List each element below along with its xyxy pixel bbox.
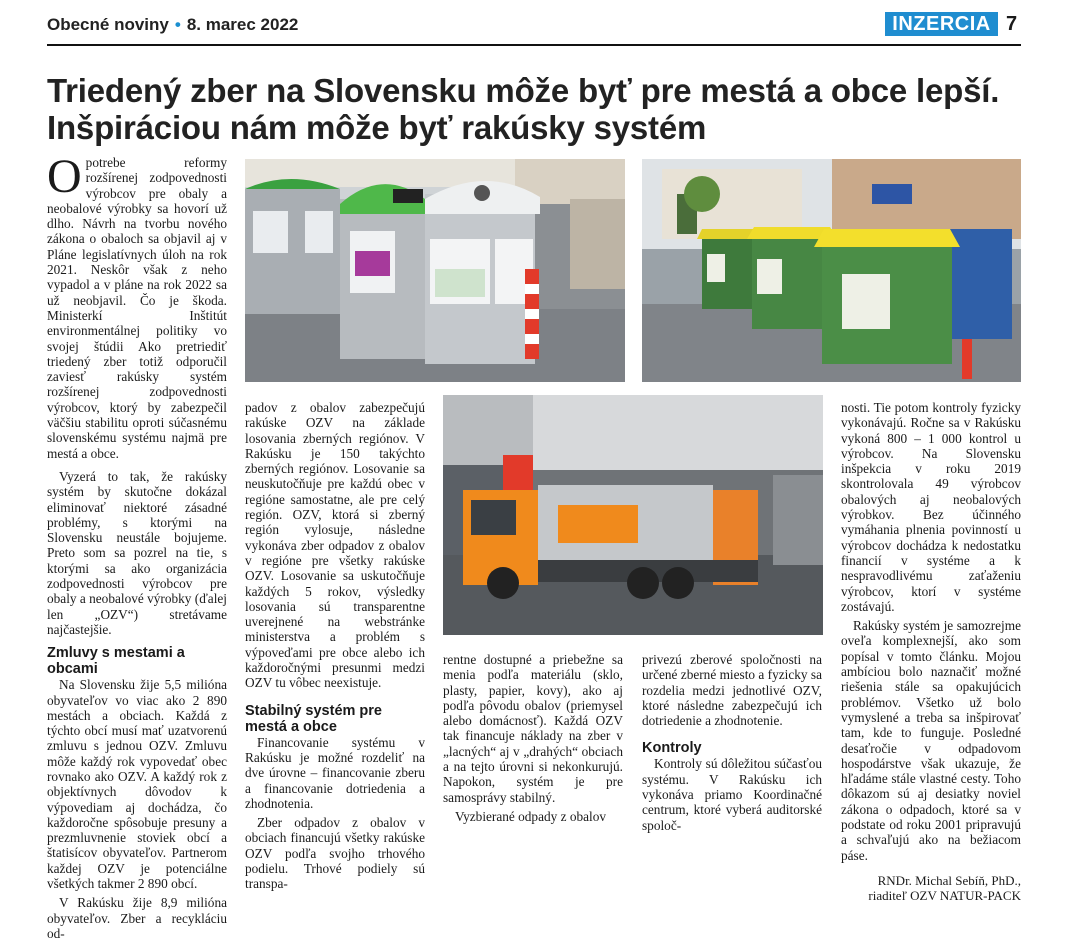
paragraph: rentne dostupné a priebežne sa menia podľa materiálu (sklo, plasty, papier, kovy), ako aj podľa pôvodu obalov (priemysel alebo domácnosť). Každá OZV tak financuje náklady na zber v „lacných“ aj v „drahých“ obciach a na tejto úrovni si nekonkurujú. Napokon, systém je pre samosprávy stabilný. [443,652,623,805]
paragraph: Vyzerá to tak, že rakúsky systém by skutočne dokázal eliminovať niektoré zásadné problémy, s ktorými na Slovensku neustále bojujeme. Preto som sa pozrel na tie, s ktorými sa ako organizácia zodpovednosti výrobcov pre obaly a neobalové výrobky (ďalej len „OZV“) stretávame najčastejšie. [47,468,227,637]
subheading-contracts: Zmluvy s mestami a obcami [47,645,185,678]
drop-cap: O [47,150,82,203]
subheading-inspections: Kontroly [642,740,702,757]
paragraph: Vyzbierané odpady z obalov [455,808,607,824]
header-rule [47,44,1021,46]
paragraph: Kontroly sú dôležitou súčasťou systému. V Rakúsku ich vykonáva priamo Koordinačné centrum, ktoré vyberá auditorské spoloč- [642,756,822,833]
paragraph: V Rakúsku žije 8,9 milióna obyvateľov. Zber a recykláciu od- [47,895,227,941]
paragraph: Rakúsky systém je samozrejme oveľa komplexnejší, ako som popísal v tomto článku. Mojou ambíciou bolo naznačiť možné riešenia stále sa opakujúcich problémov. Všetko už bolo vymyslené a treba sa inšpirovať tam, kde to funguje. Posledné desaťročie v odpadovom hospodárstve však ukazuje, že hľadáme stále vlastné cesty. Toho dôkazom sú aj desiatky noviel zákona o odpadoch, ktoré sa v podstate od roku 2001 pripravujú a schvaľujú ako na bežiacom páse. [841,618,1021,863]
author-name: RNDr. Michal Sebíň, PhD., [877,872,1021,888]
author-role: riaditeľ OZV NATUR-PACK [868,887,1021,903]
paragraph-intro [47,150,227,461]
article-column-4 [642,652,822,833]
page-number: 7 [1006,13,1018,35]
paragraph: Financovanie systému v Rakúsku je možné rozdeliť na dve úrovne – financovanie zberu a financovanie dotriedenia a zhodnotenia. [245,734,425,811]
paragraph: nosti. Tie potom kontroly fyzicky vykonávajú. Ročne sa v Rakúsku vykoná 800 – 1 000 kontrol u výrobcov. Na Slovensku inšpekcia v roku 2019 skontrolovala 49 výrobcov obalových aj neobalových výrobkov. Bez účinného vymáhania plnenia povinností u výrobcov dochádza k nedostatku financií v systéme a k nespravodlivému zaťaženiu výrobcov, ktorí v systéme zostávajú. [841,400,1021,614]
photo-sorting-bins [245,159,625,382]
article-column-2 [245,400,425,892]
article-headline: Triedený zber na Slovensku môže byť pre mestá a obce lepší. Inšpiráciou nám môže byť rakúsky systém [47,72,1000,146]
paragraph-text: potrebe reformy rozšírenej zodpovednosti výrobcov pre obaly a neobalové výrobky sa hovorí už dlho. Návrh na tvorbu nového zákona o obaloch sa objavil aj v Pláne legislatívnych úloh na rok 2021. Neskôr však z neho vypadol a v pláne na rok 2022 sa už neobjavil. Čo je škoda. Ministerkí Inštitút environmentálnej politiky vo svojej štúdii Ako pretriediť triedený zber totiž odporučil zaviesť rakúsky systém rozšírenej zodpovednosti výrobcov, ktorý by zabezpečil väčšiu stabilitu oproti súčasnému slovenskému systému najmä pre mestá a obce. [47,155,227,461]
photo-garbage-truck [443,395,823,635]
paragraph: Na Slovensku žije 5,5 milióna obyvateľov vo viac ako 2 890 mestách a obciach. Každá z týchto obcí musí mať uzatvorenú zmluvu s jednou OZV. Zmluvu môže každý rok vypovedať obec rovnako ako OZV. A každý rok z objektívnych dôvodov k výpovediam aj dochádza, čo každoročne spôsobuje presuny a prezmluvnenie stoviek obcí a štatisícov obyvateľov. Partnerom každej OZV je potenciálne všetkých takmer 2 890 obcí. [47,677,227,892]
photo-street-containers [642,159,1021,382]
subheading-stable-system: Stabilný systém pre mestá a obce [245,702,382,735]
paragraph: privezú zberové spoločnosti na určené zberné miesto a fyzicky sa rozdelia medzi jednotlivé OZV, ktoré následne zabezpečujú ich dotriedenie a zhodnotenie. [642,652,822,729]
paragraph: Zber odpadov z obalov v obciach financujú všetky rakúske OZV podľa svojho trhového podielu. Trhové podiely sú transpa- [245,815,425,892]
section-badge: INZERCIA [885,12,998,36]
article-column-3 [443,652,623,824]
running-header [47,15,298,35]
separator-dot: • [174,15,181,34]
paper-name: Obecné noviny [47,15,169,34]
paragraph: padov z obalov zabezpečujú rakúske OZV na základe losovania zberných regiónov. V Rakúsku je 150 takýchto zberných regiónov. Losovanie sa neuskutočňuje pre každú obec v regióne samostatne, ale pre celý región. OZV, ktorá si zberný región vylosuje, následne vykonáva zber odpadov z obalov v regióne pre všetky rakúske OZV. Losovanie sa uskutočňuje každých 5 rokov, výsledky losovania sú transparentne uverejnené na webstránke ministerstva a problém s výpoveďami pre obce alebo ich každoročnými presunmi medzi OZV tu vôbec neexistuje. [245,400,425,691]
author-signature [841,873,1021,903]
issue-date: 8. marec 2022 [186,15,299,34]
article-column-5 [841,400,1021,903]
article-column-1 [47,150,227,941]
